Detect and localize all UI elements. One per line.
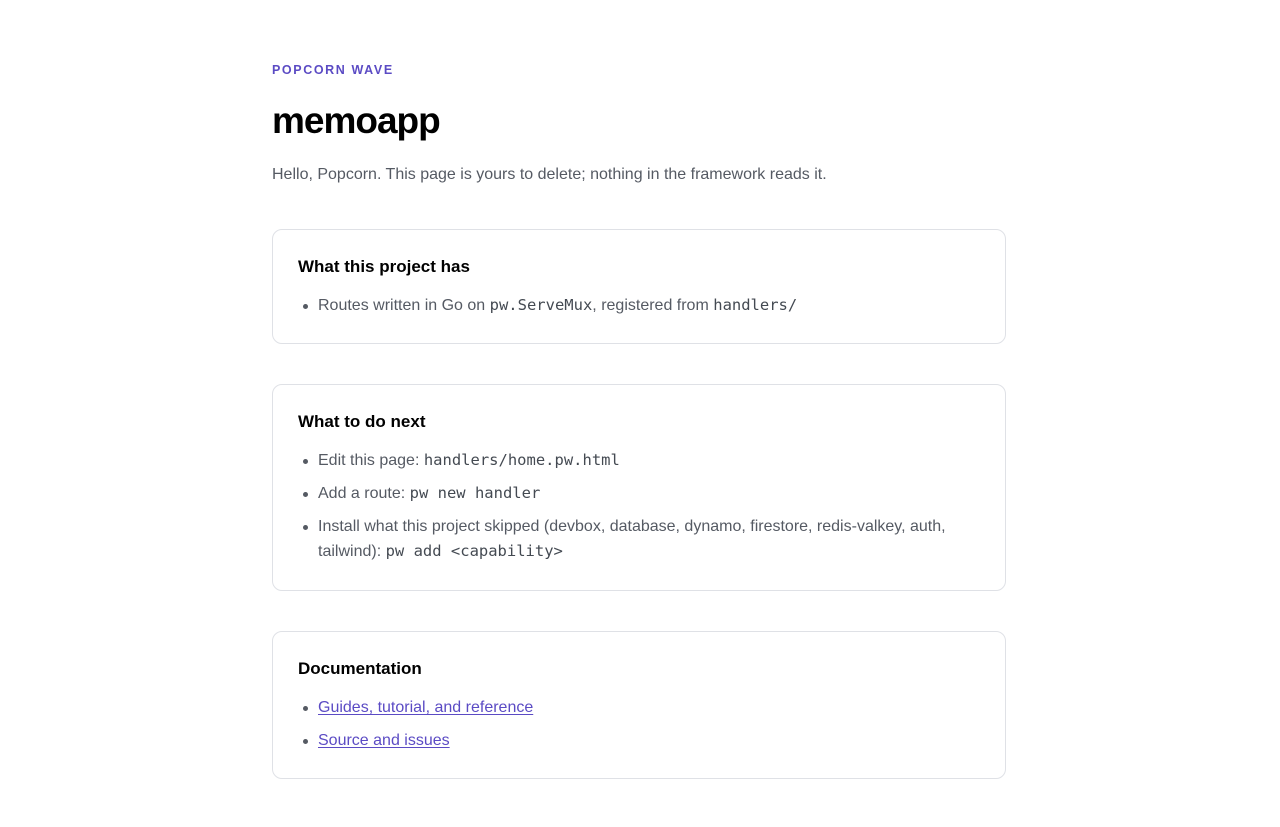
code-snippet: handlers/ [713, 296, 798, 314]
list-item [318, 728, 981, 753]
code-snippet: pw add <capability> [385, 542, 563, 560]
feature-list [298, 293, 981, 326]
list-item [318, 481, 981, 506]
code-snippet: pw.ServeMux [489, 296, 593, 314]
item-text: , registered from [592, 297, 714, 314]
documentation-links [298, 695, 981, 761]
next-steps-card [272, 384, 1006, 591]
item-text: Install what this project skipped (devbox, database, dynamo, firestore, redis-valkey, auth, tailwind): [318, 518, 946, 560]
item-text: Add a route: [318, 485, 410, 502]
card-heading: What this project has [298, 257, 470, 276]
code-snippet: pw new handler [409, 484, 541, 502]
list-item [318, 448, 981, 473]
item-text: Routes written in Go on [318, 297, 490, 314]
list-item [318, 514, 981, 564]
brand-eyebrow: POPCORN WAVE [272, 63, 394, 77]
code-snippet: handlers/home.pw.html [423, 451, 620, 469]
documentation-card [272, 631, 1006, 779]
project-features-card [272, 229, 1006, 344]
source-issues-link[interactable]: Source and issues [318, 732, 450, 749]
guides-link[interactable]: Guides, tutorial, and reference [318, 699, 534, 716]
intro-text: Hello, Popcorn. This page is yours to delete; nothing in the framework reads it. [272, 166, 827, 183]
next-steps-list [298, 448, 981, 572]
list-item [318, 695, 981, 720]
list-item [318, 293, 981, 318]
card-heading: Documentation [298, 659, 422, 678]
card-heading: What to do next [298, 412, 426, 431]
page-title: memoapp [272, 100, 440, 141]
item-text: Edit this page: [318, 452, 424, 469]
